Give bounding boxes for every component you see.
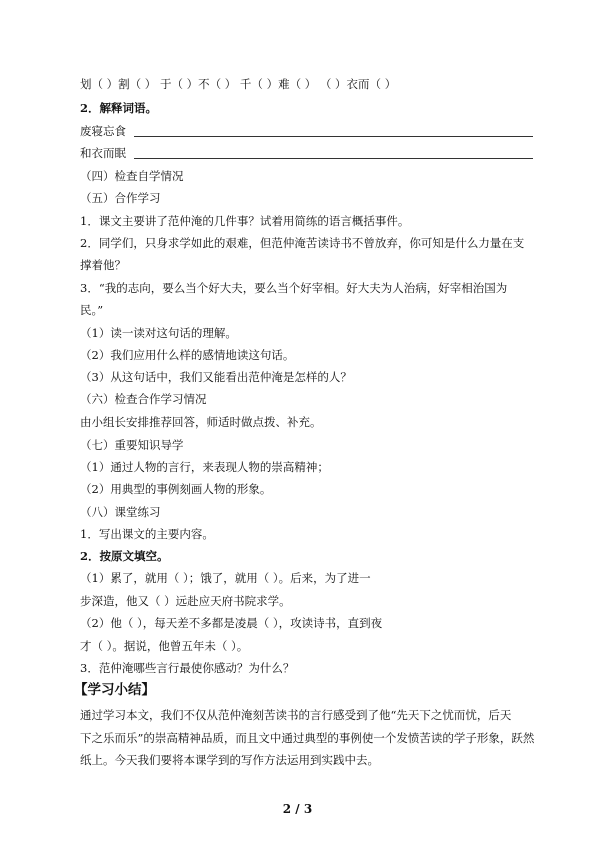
- section-five: （五）合作学习: [80, 191, 161, 205]
- summary-line-2: 下之乐而乐”的崇高精神品质，而且文中通过典型的事例使一个发愤苦读的学子形象，跃然: [80, 731, 535, 745]
- fill-blank-1-line-2: 步深造，他又（ ）远赴应天府书院求学。: [80, 594, 291, 608]
- sub-question-2: （2）我们应用什么样的感情地读这句话。: [80, 348, 295, 362]
- question-1: 1．课文主要讲了范仲淹的几件事？试着用简练的语言概括事件。: [80, 214, 410, 228]
- exercise-2: 2．按原文填空。: [80, 549, 169, 563]
- term-heyi-ermian: 和衣而眠: [80, 146, 126, 160]
- fill-blank-2-line-2: 才（ ）。据说，他曾五年未（ ）。: [80, 639, 249, 653]
- knowledge-point-2: （2）用典型的事例刻画人物的形象。: [80, 482, 272, 496]
- exercise-1: 1．写出课文的主要内容。: [80, 527, 214, 541]
- fill-blank-2-line-1: （2）他（ ），每天差不多都是凌晨（ ），攻读诗书，直到夜: [80, 616, 383, 630]
- section-six-text: 由小组长安排推荐回答，师适时做点拨、补充。: [80, 415, 322, 429]
- question-2-line-1: 2．同学们，只身求学如此的艰难，但范仲淹苦读诗书不曾放弃，你可知是什么力量在支: [80, 236, 525, 250]
- term-feiqin-wangshi: 废寝忘食: [80, 124, 126, 138]
- summary-line-3: 纸上。今天我们要将本课学到的写作方法运用到实践中去。: [80, 753, 379, 767]
- exercise-3: 3．范仲淹哪些言行最使你感动？为什么？: [80, 661, 295, 675]
- sub-question-1: （1）读一读对这句话的理解。: [80, 326, 237, 340]
- char-fill-blanks-row: 划（ ）割（ ） 于（ ）不（ ） 千（ ）难（ ） （ ）衣而（ ）: [80, 77, 397, 91]
- fill-blank-1-line-1: （1）累了，就用（ ）；饿了，就用（ ）。后来，为了进一: [80, 571, 371, 585]
- question-3-line-1: 3．“我的志向，要么当个好大夫，要么当个好宰相。好大夫为人治病，好宰相治国为: [80, 281, 508, 295]
- question-2-line-2: 撑着他？: [80, 258, 126, 272]
- question-3-line-2: 民。”: [80, 303, 104, 317]
- section-six: （六）检查合作学习情况: [80, 392, 207, 406]
- section-four: （四）检查自学情况: [80, 169, 184, 183]
- answer-line-2: [134, 158, 533, 159]
- sub-question-3: （3）从这句话中，我们又能看出范仲淹是怎样的人？: [80, 370, 352, 384]
- section-seven: （七）重要知识导学: [80, 438, 184, 452]
- answer-line-1: [134, 136, 533, 137]
- summary-line-1: 通过学习本文，我们不仅从范仲淹刻苦读书的言行感受到了他“先天下之忧而忧，后天: [80, 708, 512, 722]
- section-eight: （八）课堂练习: [80, 505, 161, 519]
- knowledge-point-1: （1）通过人物的言行，来表现人物的崇高精神；: [80, 460, 329, 474]
- section-heading-summary: 【学习小结】: [74, 682, 155, 698]
- page-number: 2 / 3: [282, 802, 313, 816]
- task-explain-words: 2．解释词语。: [80, 101, 158, 115]
